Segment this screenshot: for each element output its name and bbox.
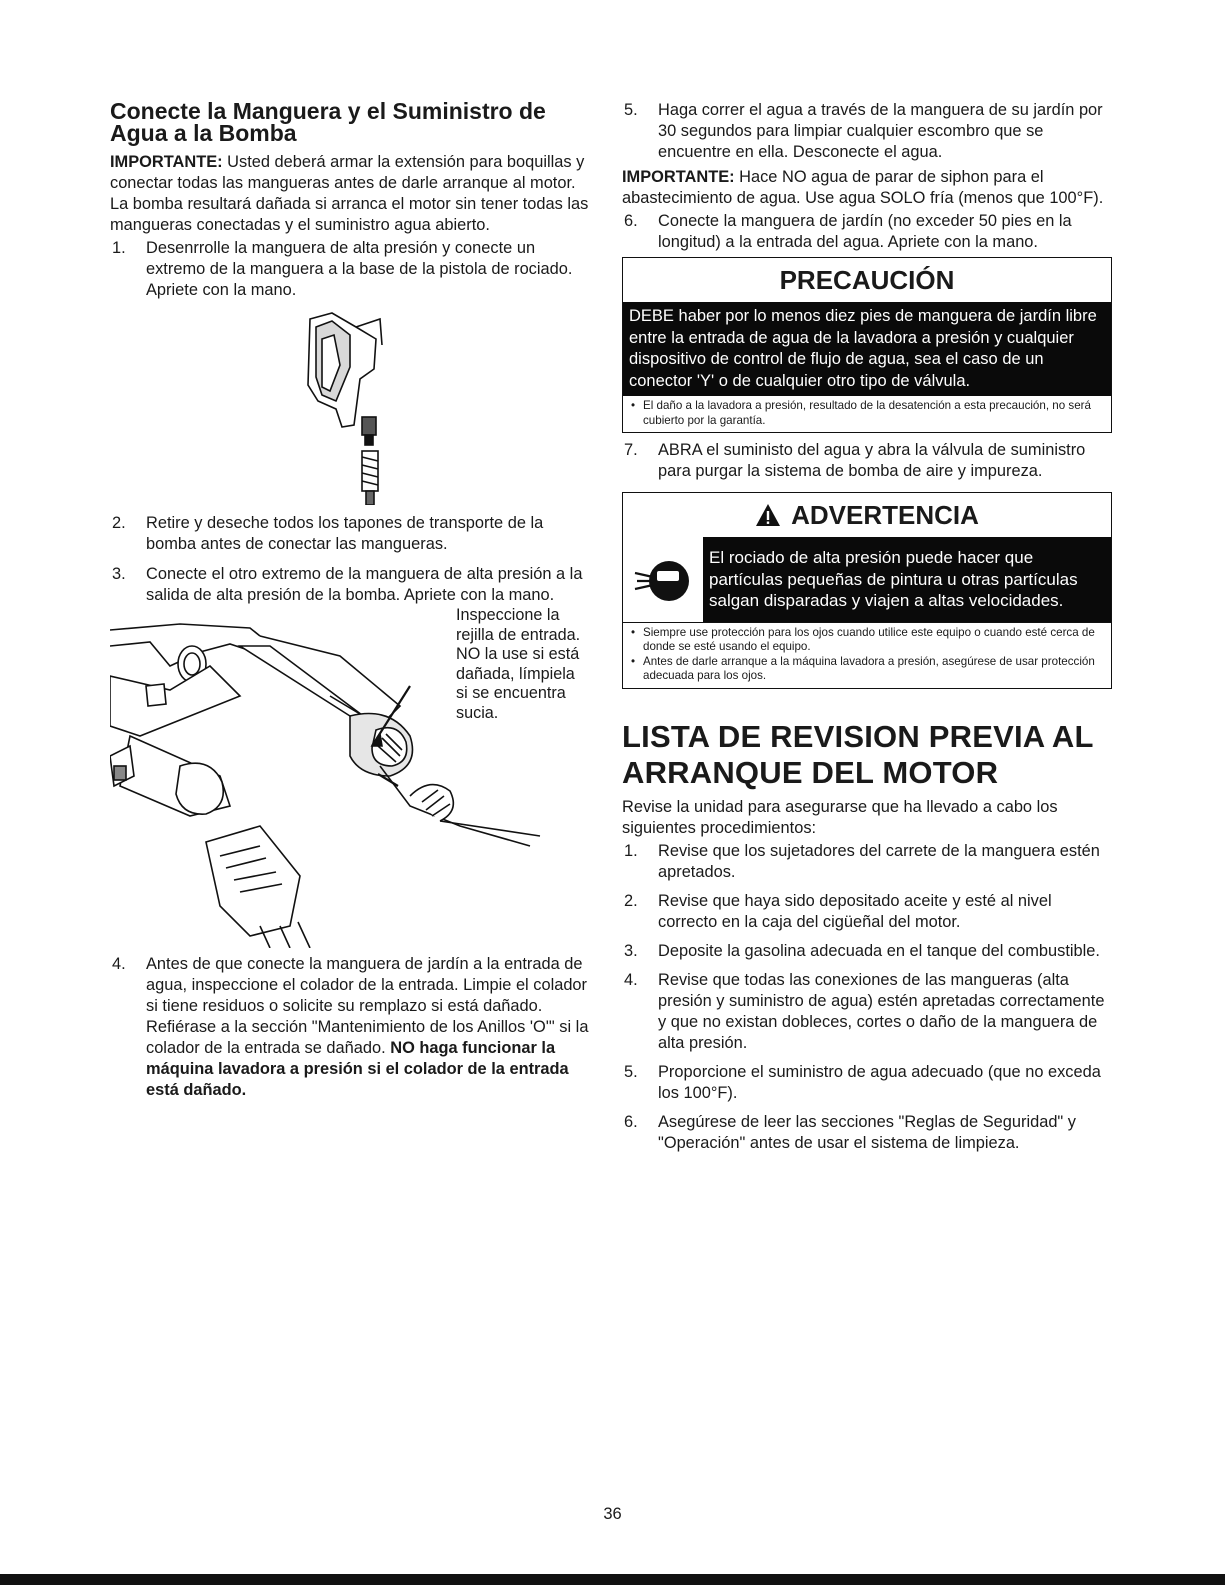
steps-list-2: [110, 513, 592, 606]
important-paragraph-2: [622, 167, 1112, 209]
list-item: [622, 440, 1112, 482]
step-text: Haga correr el agua a través de la manguera de su jardín por 30 segundos para limpiar cualquier escombro que se encuentre en ella. Desconecte el agua.: [658, 101, 1103, 161]
step-text: Proporcione el suministro de agua adecuado (que no exceda los 100°F).: [658, 1062, 1101, 1102]
inlet-screen-callout: [456, 606, 580, 723]
important-label: IMPORTANTE:: [622, 168, 735, 186]
step-text: Conecte el otro extremo de la manguera de alta presión a la salida de alta presión de la bomba. Apriete con la mano.: [146, 565, 583, 604]
step-text: Asegúrese de leer las secciones "Reglas de Seguridad" y "Operación" antes de usar el sistema de limpieza.: [658, 1112, 1077, 1152]
warning-triangle-icon: [755, 503, 781, 527]
section-heading-connect-hose: Conecte la Manguera y el Suministro de Agua a la Bomba: [110, 98, 546, 146]
step-number: 4.: [624, 970, 638, 989]
checklist-heading: LISTA DE REVISION PREVIA AL ARRANQUE DEL MOTOR: [622, 718, 1094, 790]
warning-notes: [623, 622, 1111, 688]
step-number: 5.: [624, 1062, 638, 1081]
callout-line: NO la use si está: [456, 645, 580, 663]
warning-icon-cell: [623, 537, 703, 622]
caution-title: PRECAUCIÓN: [779, 265, 955, 295]
list-item: [622, 841, 1112, 883]
step-number: 2.: [624, 891, 638, 910]
step-number: 5.: [624, 101, 638, 119]
spray-gun-hose-illustration: [110, 305, 592, 505]
warning-note-text: Siempre use protección para los ojos cuando utilice este equipo o cuando esté cerca de donde se esté usando el equipo.: [643, 625, 1095, 653]
step-number: 3.: [112, 565, 126, 583]
warning-note: [631, 626, 1105, 655]
step-text: Conecte la manguera de jardín (no exceder 50 pies en la longitud) a la entrada del agua. Apriete con la mano.: [658, 212, 1072, 251]
step-text: Revise que todas las conexiones de las mangueras (alta presión y suministro de agua) estén apretadas correctamente y que no existan dobleces, cortes o daño de la manguera de alta presión.: [658, 970, 1105, 1052]
caution-note: [631, 399, 1105, 428]
step-number: 4.: [112, 955, 126, 973]
bullet-icon: •: [631, 654, 636, 668]
callout-line: rejilla de entrada.: [456, 625, 581, 644]
warning-note: [631, 655, 1105, 684]
list-item: [110, 564, 592, 606]
caution-notes: [623, 396, 1111, 432]
bullet-icon: •: [631, 399, 636, 412]
step-text: Revise que los sujetadores del carrete de la manguera estén apretados.: [658, 841, 1100, 881]
warning-body: El rociado de alta presión puede hacer que partículas pequeñas de pintura u otras partículas salgan disparadas y viajen a altas velocidades.: [703, 537, 1111, 622]
left-column: [110, 100, 592, 1101]
step-text: Desenrrolle la manguera de alta presión y conecte un extremo de la manguera a la base de la pistola de rociado. Apriete con la mano.: [146, 239, 573, 299]
step-text: Deposite la gasolina adecuada en el tanque del combustible.: [658, 941, 1100, 960]
steps-list-3: [110, 954, 592, 1101]
right-column: [622, 100, 1112, 1154]
step-number: 1.: [112, 239, 126, 257]
step-number: 6.: [624, 212, 638, 230]
step-text: Antes de que conecte la manguera de jardín a la entrada de agua, inspeccione el colador de la entrada. Limpie el colador si tiene residuos o solicite su remplazo si está dañado. Refiérase a la sección "Mantenimiento de los Anillos 'O'" si la colador de la entrada se dañado.: [146, 955, 589, 1057]
bullet-icon: •: [631, 625, 636, 639]
page-number: 36: [603, 1505, 622, 1523]
important-text: Hace NO agua de parar de siphon para el abastecimiento de agua. Use agua SOLO fría (menos que 100°F).: [622, 168, 1104, 207]
step-number: 7.: [624, 441, 638, 459]
warning-header: [623, 493, 1111, 537]
list-item: [622, 211, 1112, 253]
list-item: [622, 970, 1112, 1054]
list-item: [622, 100, 1112, 163]
warning-box: [622, 492, 1112, 689]
list-item: [622, 1112, 1112, 1154]
list-item: [622, 891, 1112, 933]
callout-line: sucia.: [456, 703, 499, 722]
caution-note-text: El daño a la lavadora a presión, resultado de la desatención a esta precaución, no será cubierto por la garantía.: [643, 399, 1091, 427]
checklist-intro: Revise la unidad para asegurarse que ha llevado a cabo los siguientes procedimientos:: [622, 797, 1058, 837]
step-warning-bold: NO haga funcionar la máquina lavadora a presión si el colador de la entrada está dañado.: [146, 1039, 569, 1099]
caution-body: DEBE haber por lo menos diez pies de manguera de jardín libre entre la entrada de agua de la lavadora a presión y cualquier dispositivo de control de flujo de agua, sea el caso de un conector 'Y' o de cualquier otro tipo de válvula.: [623, 302, 1111, 396]
step-text: Revise que haya sido depositado aceite y esté al nivel correcto en la caja del cigüeñal del motor.: [658, 891, 1052, 931]
step-number: 1.: [624, 841, 638, 860]
important-text: Usted deberá armar la extensión para boquillas y conectar todas las mangueras antes de darle arranque al motor. La bomba resultará dañada si arranca el motor sin tener todas las mangueras conectadas y el suministro agua abierto.: [110, 153, 589, 234]
warning-note-text: Antes de darle arranque a la máquina lavadora a presión, asegúrese de usar protección adecuada para los ojos.: [643, 654, 1095, 682]
step-number: 6.: [624, 1112, 638, 1131]
list-item: [622, 1062, 1112, 1104]
step-text: ABRA el suministo del agua y abra la válvula de suministro para purgar la sistema de bomba de aire y impureza.: [658, 441, 1086, 480]
callout-line: si se encuentra: [456, 684, 566, 702]
warning-content: [623, 537, 1111, 622]
important-paragraph: [110, 152, 592, 236]
step-number: 2.: [112, 514, 126, 532]
list-item: [110, 954, 592, 1101]
steps-list-4: [622, 100, 1112, 163]
list-item: [622, 941, 1112, 962]
steps-list-1: [110, 238, 592, 301]
step-number: 3.: [624, 941, 638, 960]
pump-inlet-figure: [110, 606, 592, 948]
steps-list-5: [622, 211, 1112, 253]
list-item: [110, 238, 592, 301]
footer-divider: [0, 1574, 1225, 1585]
list-item: [110, 513, 592, 555]
callout-line: dañada, límpiela: [456, 664, 575, 683]
callout-line: Inspeccione la: [456, 606, 560, 624]
steps-list-6: [622, 440, 1112, 482]
warning-title: ADVERTENCIA: [791, 500, 979, 530]
eye-hazard-icon: [631, 551, 695, 607]
caution-box: [622, 257, 1112, 433]
checklist: [622, 841, 1112, 1154]
step-text: Retire y deseche todos los tapones de transporte de la bomba antes de conectar las mangueras.: [146, 514, 544, 553]
important-label: IMPORTANTE:: [110, 153, 223, 171]
